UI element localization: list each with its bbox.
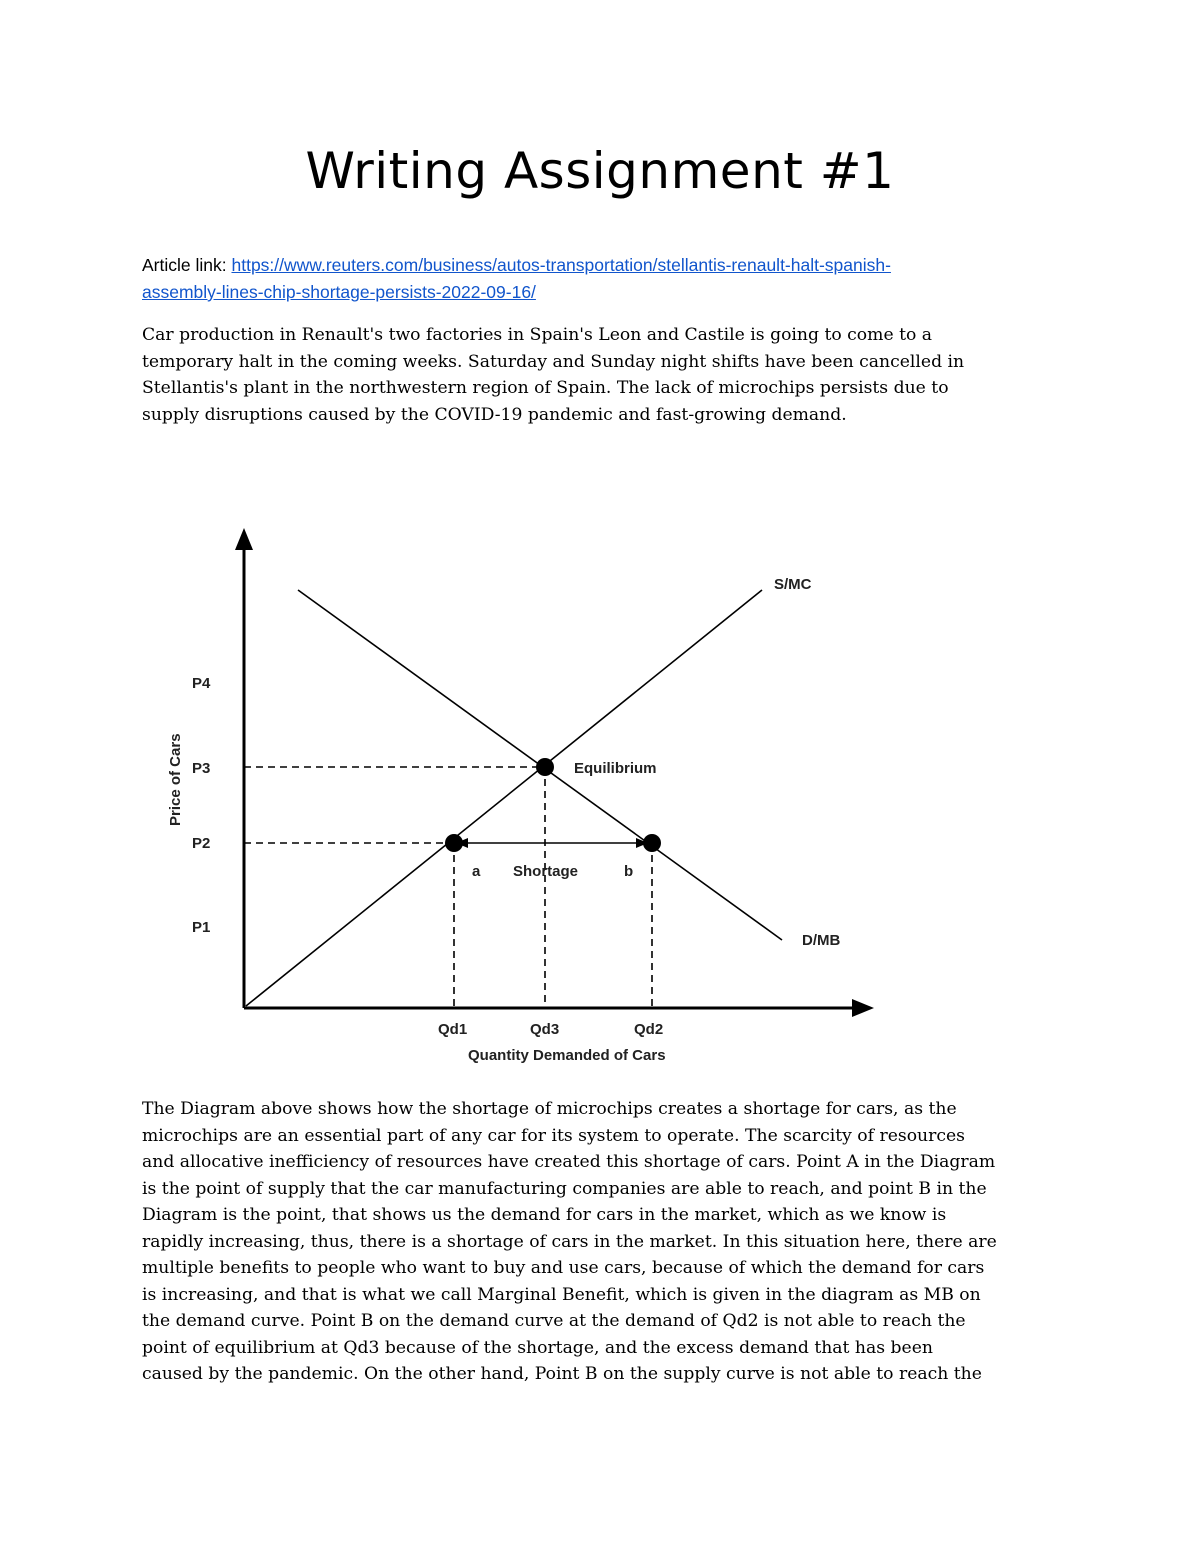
guide-lines xyxy=(244,767,652,1006)
article-link-block xyxy=(142,252,1062,306)
demand-curve-label: D/MB xyxy=(802,932,841,949)
body-line: point of equilibrium at Qd3 because of the shortage, and the excess demand that has been xyxy=(142,1337,933,1358)
body-line: caused by the pandemic. On the other hand, Point B on the supply curve is not able to reach the xyxy=(142,1364,982,1384)
point-b xyxy=(643,834,661,852)
body-line: microchips are an essential part of any car for its system to operate. The scarcity of resources xyxy=(142,1125,965,1146)
body-line: rapidly increasing, thus, there is a shortage of cars in the market. In this situation here, there are xyxy=(142,1231,997,1252)
shortage-label: Shortage xyxy=(513,863,579,880)
quantity-tick-qd3: Qd3 xyxy=(530,1021,560,1038)
supply-curve xyxy=(246,590,762,1006)
supply-demand-diagram xyxy=(150,520,890,1080)
body-line: is the point of supply that the car manufacturing companies are able to reach, and point B in the xyxy=(142,1178,987,1199)
point-a-label: a xyxy=(472,863,481,880)
equilibrium-point xyxy=(536,758,554,776)
article-link-line-1[interactable]: https://www.reuters.com/business/autos-transportation/stellantis-renault-halt-spanish- xyxy=(231,255,891,275)
price-tick-p2: P2 xyxy=(192,835,211,852)
quantity-tick-qd1: Qd1 xyxy=(438,1021,468,1038)
supply-curve-label: S/MC xyxy=(774,576,812,593)
y-axis-label: Price of Cars xyxy=(167,733,184,826)
equilibrium-label: Equilibrium xyxy=(574,760,657,777)
intro-line: supply disruptions caused by the COVID-19 pandemic and fast-growing demand. xyxy=(142,404,847,425)
article-link-line-2[interactable]: assembly-lines-chip-shortage-persists-2022-09-16/ xyxy=(142,282,536,302)
page-title: Writing Assignment #1 xyxy=(305,142,895,200)
price-tick-p1: P1 xyxy=(192,919,211,936)
body-line: and allocative inefficiency of resources have created this shortage of cars. Point A in the Diagram xyxy=(142,1152,996,1172)
analysis-paragraph xyxy=(142,1096,1072,1388)
body-line: is increasing, and that is what we call Marginal Benefit, which is given in the diagram as MB on xyxy=(142,1284,981,1305)
body-line: Diagram is the point, that shows us the demand for cars in the market, which as we know is xyxy=(142,1205,947,1225)
article-link[interactable] xyxy=(142,255,1062,306)
body-line: the demand curve. Point B on the demand curve at the demand of Qd2 is not able to reach the xyxy=(142,1311,966,1331)
price-tick-p4: P4 xyxy=(192,675,211,692)
quantity-tick-qd2: Qd2 xyxy=(634,1021,664,1038)
x-axis-label: Quantity Demanded of Cars xyxy=(468,1047,666,1064)
x-axis-arrow-icon xyxy=(852,999,874,1017)
intro-line: Stellantis's plant in the northwestern region of Spain. The lack of microchips persists due to xyxy=(142,378,949,398)
intro-paragraph xyxy=(142,322,1062,428)
price-tick-p3: P3 xyxy=(192,760,211,777)
intro-line: temporary halt in the coming weeks. Saturday and Sunday night shifts have been cancelled in xyxy=(142,351,965,372)
body-line: The Diagram above shows how the shortage of microchips creates a shortage for cars, as the xyxy=(142,1099,957,1119)
body-line: multiple benefits to people who want to buy and use cars, because of which the demand for cars xyxy=(142,1258,985,1278)
y-axis-arrow-icon xyxy=(235,528,253,550)
intro-line: Car production in Renault's two factories in Spain's Leon and Castile is going to come to a xyxy=(142,325,933,345)
article-link-label: Article link: xyxy=(142,255,227,275)
point-a xyxy=(445,834,463,852)
point-b-label: b xyxy=(624,863,634,880)
